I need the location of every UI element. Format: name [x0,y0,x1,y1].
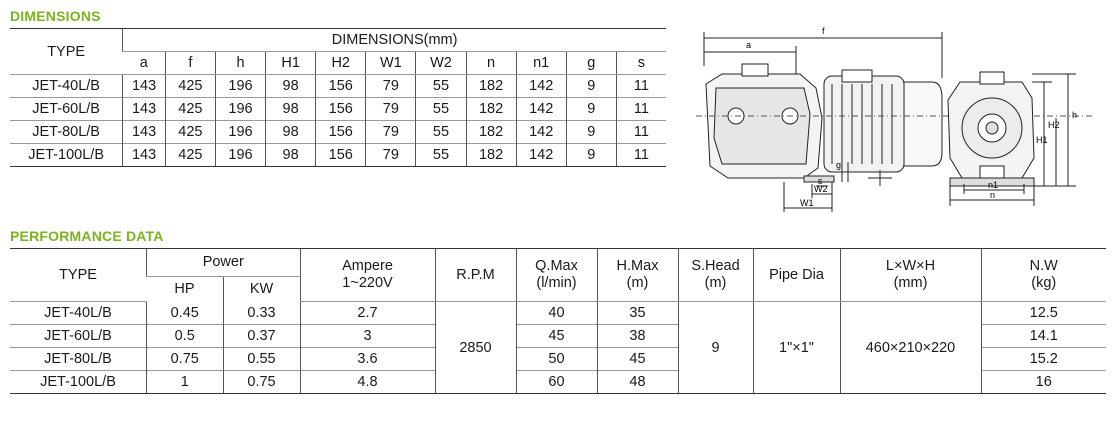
dim-cell-w2: 55 [416,98,466,121]
dim-row-type: JET-40L/B [32,78,100,94]
perf-row-type: JET-80L/B [10,348,147,371]
perf-cell-rpm: 2850 [435,302,516,394]
hmax-header [597,249,678,302]
label-n: n [990,190,996,200]
hmax-header-line1: H.Max [616,258,659,274]
dim-col-header-w1: W1 [366,52,416,75]
rpm-header: R.P.M [435,249,516,302]
shead-header-line2: (m) [704,275,727,291]
perf-cell-lwh: 460×210×220 [840,302,981,394]
pump-dimension-diagram [692,18,1102,218]
dim-cell-h: 196 [215,121,265,144]
label-a: a [746,40,752,50]
lwh-header-line1: L×W×H [885,258,936,274]
perf-cell-ampere: 4.8 [300,371,435,394]
perf-cell-hp: 0.5 [147,325,224,348]
dim-col-header-h1: H1 [266,52,316,75]
dim-col-header-n: n [466,52,516,75]
qmax-header [516,249,597,302]
dim-cell-n: 182 [466,98,516,121]
hp-header: HP [147,276,224,301]
dim-cell-w2: 55 [416,75,466,98]
dim-col-header-n1: n1 [516,52,566,75]
dim-cell-n1: 142 [516,121,566,144]
perf-type-header: TYPE [10,249,147,302]
dim-cell-s: 11 [616,121,666,144]
perf-cell-hmax: 48 [597,371,678,394]
perf-cell-nw: 16 [981,371,1106,394]
dim-cell-w2: 55 [416,144,466,167]
dim-col-header-f: f [165,52,215,75]
dim-cell-f: 425 [165,144,215,167]
dim-cell-n: 182 [466,144,516,167]
perf-cell-nw: 14.1 [981,325,1106,348]
dim-cell-f: 425 [165,121,215,144]
perf-cell-qmax: 60 [516,371,597,394]
dim-cell-g: 9 [566,98,616,121]
qmax-header-line1: Q.Max [535,258,578,274]
dim-col-header-a: a [123,52,166,75]
label-h: h [1072,110,1078,120]
dim-cell-f: 425 [165,75,215,98]
perf-cell-hp: 1 [147,371,224,394]
perf-cell-hmax: 38 [597,325,678,348]
dim-row-type: JET-60L/B [10,98,123,121]
lwh-header [840,249,981,302]
dim-cell-w1: 79 [366,75,416,98]
dim-col-header-s: s [616,52,666,75]
perf-cell-kw: 0.33 [223,302,300,325]
dim-cell-n: 182 [466,121,516,144]
dim-cell-h1: 98 [266,144,316,167]
perf-cell-hp: 0.45 [147,302,224,325]
dim-cell-h2: 156 [316,144,366,167]
perf-cell-kw: 0.75 [223,371,300,394]
dim-cell-a: 143 [123,121,166,144]
type-header: TYPE [10,29,123,75]
label-g: g [836,160,842,170]
nw-header [981,249,1106,302]
pipe-dia-header: Pipe Dia [753,249,840,302]
qmax-header-line2: (l/min) [536,275,577,291]
dim-cell-s: 11 [616,98,666,121]
dim-cell-g: 9 [566,144,616,167]
dim-col-header-h2: H2 [316,52,366,75]
dim-cell-w2: 55 [416,121,466,144]
dim-cell-h2: 156 [316,75,366,98]
dim-cell-s: 11 [616,75,666,98]
perf-row-type: JET-100L/B [10,371,147,394]
dim-cell-n1: 142 [516,98,566,121]
perf-cell-hmax: 35 [597,302,678,325]
dim-cell-w1: 79 [366,144,416,167]
performance-table [10,248,1106,394]
dim-cell-h1: 98 [266,121,316,144]
dim-cell-n: 182 [466,75,516,98]
dim-cell-h1: 98 [266,75,316,98]
performance-title: PERFORMANCE DATA [10,228,164,244]
lwh-header-line2: (mm) [893,275,928,291]
perf-cell-nw: 15.2 [981,348,1106,371]
perf-cell-pipe-dia: 1"×1" [753,302,840,394]
dimensions-group-header: DIMENSIONS(mm) [123,29,666,52]
nw-header-line2: (kg) [1031,275,1057,291]
dim-cell-h: 196 [215,98,265,121]
perf-table-row [10,302,1106,325]
dim-cell-g: 9 [566,75,616,98]
label-f: f [822,26,825,36]
dim-row-type: JET-100L/B [10,144,123,167]
hmax-header-line2: (m) [626,275,649,291]
perf-cell-kw: 0.55 [223,348,300,371]
perf-cell-ampere: 3 [300,325,435,348]
dim-cell-n1: 142 [516,144,566,167]
shead-header-line1: S.Head [691,258,740,274]
perf-cell-ampere: 3.6 [300,348,435,371]
kw-header: KW [223,276,300,301]
perf-cell-nw: 12.5 [981,302,1106,325]
dim-cell-f: 425 [165,98,215,121]
power-header: Power [147,249,301,277]
perf-cell-ampere: 2.7 [300,302,435,325]
dim-cell-w1: 79 [366,121,416,144]
shead-header [678,249,753,302]
dimensions-title: DIMENSIONS [10,8,101,24]
dim-cell-h2: 156 [316,121,366,144]
perf-cell-kw: 0.37 [223,325,300,348]
dim-cell-a: 143 [123,98,166,121]
dim-cell-a: 143 [123,144,166,167]
label-n1: n1 [988,180,999,190]
dim-cell-n1: 142 [516,75,566,98]
label-s: s [818,176,823,186]
perf-row-type: JET-60L/B [10,325,147,348]
dim-table-row [10,144,666,167]
label-h1: H1 [1036,135,1048,145]
dim-table-row [10,75,666,98]
dim-table-row [10,98,666,121]
dim-cell-h2: 156 [316,98,366,121]
ampere-header-line2: 1~220V [342,275,393,291]
dim-cell-g: 9 [566,121,616,144]
label-h2: H2 [1048,120,1060,130]
perf-cell-shead: 9 [678,302,753,394]
dim-cell-h1: 98 [266,98,316,121]
dim-cell-h: 196 [215,144,265,167]
perf-cell-qmax: 45 [516,325,597,348]
label-w2: W2 [814,184,828,194]
ampere-header-line1: Ampere [342,258,393,274]
dimensions-table [10,28,666,167]
perf-cell-hmax: 45 [597,348,678,371]
dim-row-type: JET-80L/B [10,121,123,144]
perf-row-type: JET-40L/B [44,305,112,321]
dim-cell-s: 11 [616,144,666,167]
perf-cell-qmax: 40 [516,302,597,325]
dim-col-header-w2: W2 [416,52,466,75]
label-w1: W1 [800,198,814,208]
dim-table-row [10,121,666,144]
ampere-header [300,249,435,302]
dim-col-header-g: g [566,52,616,75]
dim-cell-w1: 79 [366,98,416,121]
nw-header-line1: N.W [1029,258,1058,274]
dim-cell-h: 196 [215,75,265,98]
perf-cell-hp: 0.75 [147,348,224,371]
dim-cell-a: 143 [123,75,166,98]
dim-col-header-h: h [215,52,265,75]
perf-cell-qmax: 50 [516,348,597,371]
